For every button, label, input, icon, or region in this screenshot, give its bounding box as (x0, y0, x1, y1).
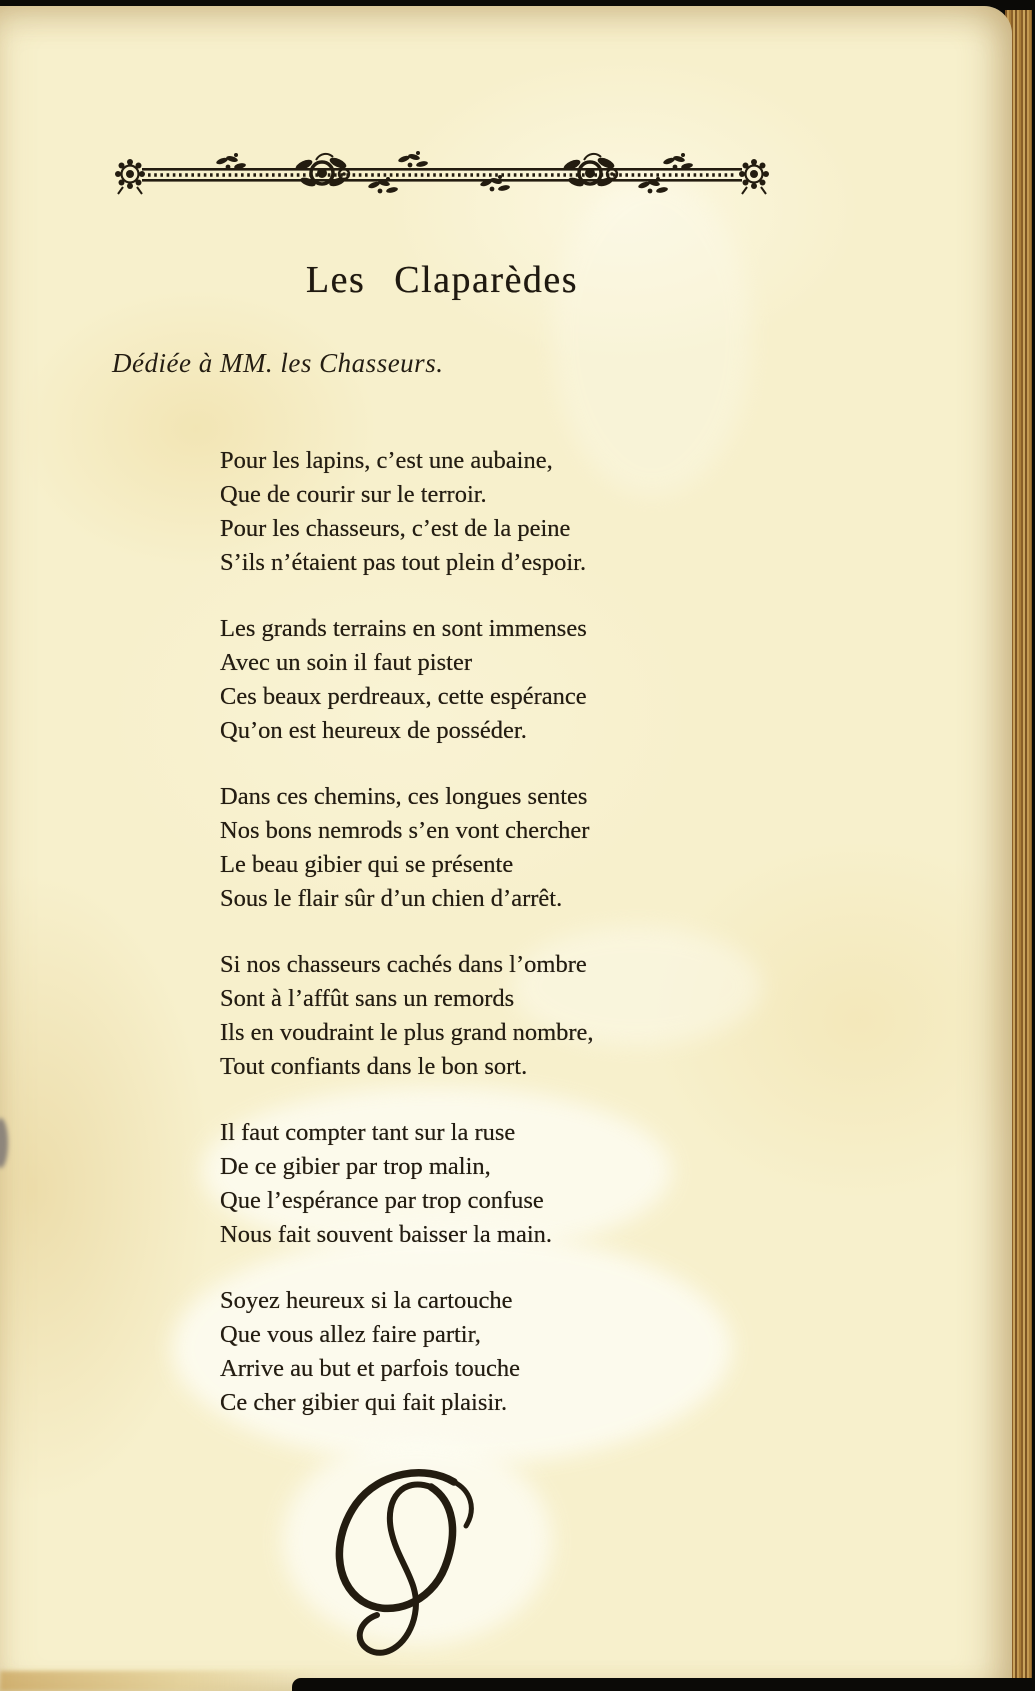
poem-line: Sous le flair sûr d’un chien d’arrêt. (220, 885, 563, 912)
poem-line: Arrive au but et parfois touche (220, 1355, 521, 1382)
page-bottom-curl (0, 1671, 320, 1691)
scan-bottom-edge (292, 1678, 1035, 1691)
poem-stanza-5 (220, 1116, 594, 1252)
dedication-line: Dédiée à MM. les Chasseurs. (112, 348, 444, 378)
poem-line: De ce gibier par trop malin, (220, 1153, 491, 1180)
floral-divider-ornament-icon (112, 146, 772, 206)
calligraphic-flourish-icon (304, 1462, 494, 1667)
poem-line: Ils en voudraint le plus grand nombre, (220, 1019, 594, 1046)
poem-line: S’ils n’étaient pas tout plein d’espoir. (220, 549, 587, 576)
poem-stanza-3 (220, 780, 594, 916)
poem-line: Avec un soin il faut pister (220, 649, 472, 676)
page-title: Les Claparèdes (305, 259, 579, 301)
poem-line: Il faut compter tant sur la ruse (220, 1119, 516, 1146)
poem-line: Soyez heureux si la cartouche (220, 1287, 513, 1314)
poem-line: Pour les lapins, c’est une aubaine, (220, 447, 553, 474)
poem-line: Les grands terrains en sont immenses (220, 615, 587, 642)
poem-line: Que vous allez faire partir, (220, 1321, 481, 1348)
poem-line: Pour les chasseurs, c’est de la peine (220, 515, 571, 542)
poem-line: Sont à l’affût sans un remords (220, 985, 515, 1012)
poem-line: Tout confiants dans le bon sort. (220, 1053, 528, 1080)
poem-line: Qu’on est heureux de posséder. (220, 717, 527, 744)
poem-line: Dans ces chemins, ces longues sentes (220, 783, 588, 810)
poem-body (220, 444, 594, 1452)
poem-line: Que l’espérance par trop confuse (220, 1187, 544, 1214)
poem-line: Nous fait souvent baisser la main. (220, 1221, 553, 1248)
poem-line: Ce cher gibier qui fait plaisir. (220, 1389, 508, 1416)
poem-stanza-1 (220, 444, 594, 580)
book-page (0, 6, 1012, 1691)
poem-stanza-4 (220, 948, 594, 1084)
poem-stanza-2 (220, 612, 594, 748)
poem-line: Ces beaux perdreaux, cette espérance (220, 683, 587, 710)
poem-line: Le beau gibier qui se présente (220, 851, 514, 878)
poem-line: Si nos chasseurs cachés dans l’ombre (220, 951, 587, 978)
poem-line: Que de courir sur le terroir. (220, 481, 487, 508)
poem-stanza-6 (220, 1284, 594, 1420)
poem-line: Nos bons nemrods s’en vont chercher (220, 817, 590, 844)
